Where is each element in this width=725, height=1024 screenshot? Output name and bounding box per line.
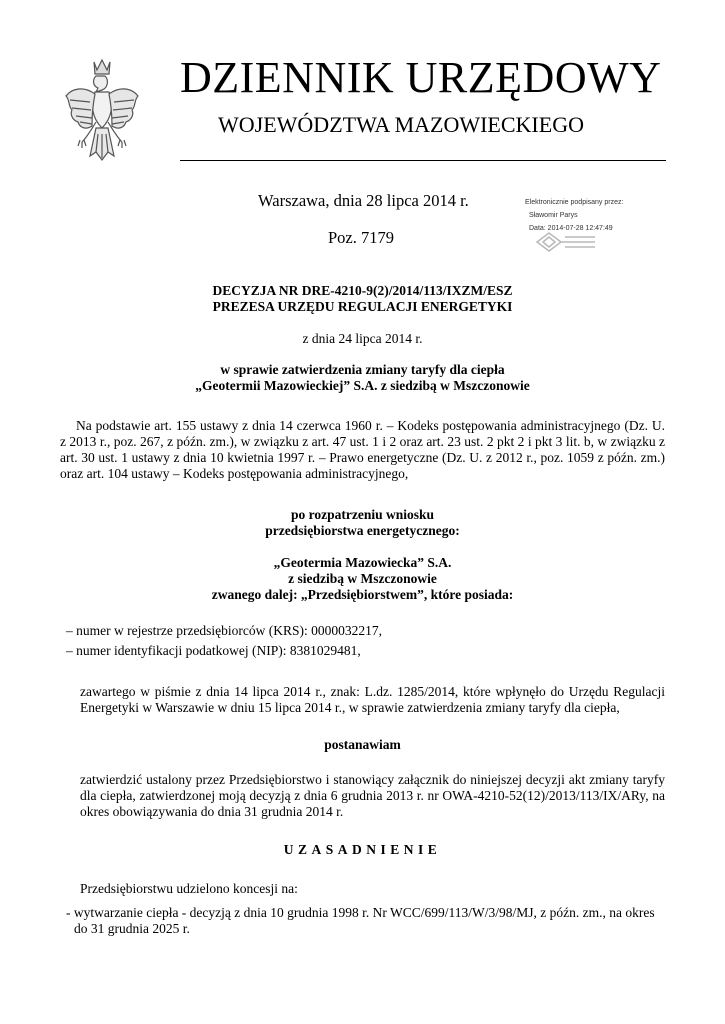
decision-subject xyxy=(60,362,665,394)
publication-date: Warszawa, dnia 28 lipca 2014 r. xyxy=(258,191,469,210)
position-number: Poz. 7179 xyxy=(328,228,394,247)
subject-line-1: w sprawie zatwierdzenia zmiany taryfy dla ciepła xyxy=(220,362,505,377)
signature-stamp-icon xyxy=(535,231,597,253)
masthead-divider xyxy=(180,160,666,161)
review-heading xyxy=(60,507,665,539)
application-letter-paragraph: zawartego w piśmie z dnia 14 lipca 2014 r., znak: L.dz. 1285/2014, które wpłynęło do Urzędu Regulacji Energetyki w Warszawie w dniu 15 lipca 2014 r., w sprawie zatwierdzenia zmiany taryfy dla ciepła, xyxy=(80,684,665,715)
signature-name: Sławomir Parys xyxy=(529,212,578,219)
masthead-subtitle: WOJEWÓDZTWA MAZOWIECKIEGO xyxy=(218,112,584,137)
subject-line-2: „Geotermii Mazowieckiej” S.A. z siedzibą w Mszczonowie xyxy=(195,378,530,393)
decision-authority: PREZESA URZĘDU REGULACJI ENERGETYKI xyxy=(212,299,513,314)
company-seat: z siedzibą w Mszczonowie xyxy=(288,571,437,586)
justification-heading: UZASADNIENIE xyxy=(283,842,442,857)
masthead-title: DZIENNIK URZĘDOWY xyxy=(180,53,662,102)
concession-item-line-1: - wytwarzanie ciepła - decyzją z dnia 10 grudnia 1998 r. Nr WCC/699/113/W/3/98/MJ, z późn. zm., na okres xyxy=(66,905,655,920)
ruling-heading: postanawiam xyxy=(324,737,401,752)
review-line-1: po rozpatrzeniu wniosku xyxy=(290,507,435,522)
nip-number: – numer identyfikacji podatkowej (NIP): 8381029481, xyxy=(66,643,361,658)
company-alias: zwanego dalej: „Przedsiębiorstwem”, które posiada: xyxy=(211,587,514,602)
eagle-emblem-icon xyxy=(62,56,142,166)
electronic-signature xyxy=(527,196,623,235)
krs-number: – numer w rejestrze przedsiębiorców (KRS): 0000032217, xyxy=(66,623,383,638)
signature-date: Data: 2014-07-28 12:47:49 xyxy=(529,225,613,232)
signature-label: Elektronicznie podpisany przez: xyxy=(525,199,624,206)
decision-date: z dnia 24 lipca 2014 r. xyxy=(302,331,423,346)
review-line-2: przedsiębiorstwa energetycznego: xyxy=(265,523,460,538)
legal-basis-paragraph: Na podstawie art. 155 ustawy z dnia 14 czerwca 1960 r. – Kodeks postępowania administracyjnego (Dz. U. z 2013 r., poz. 267, z późn. zm.), w związku z art. 47 ust. 1 i 2 oraz art. 23 ust. 2 pkt 2 i pkt 3 lit. b, w związku z art. 30 ust. 1 ustawy z dnia 10 kwietnia 1997 r. – Prawo energetyczne (Dz. U. z 2012 r., poz. 1059 z późn. zm.) oraz art. 104 ustawy – Kodeks postępowania administracyjnego, xyxy=(60,418,665,481)
decision-number: DECYZJA NR DRE-4210-9(2)/2014/113/IXZM/ESZ xyxy=(212,283,513,298)
company-block xyxy=(60,555,665,603)
ruling-paragraph: zatwierdzić ustalony przez Przedsiębiorstwo i stanowiący załącznik do niniejszej decyzji akt zmiany taryfy dla ciepła, zatwierdzonej moją decyzją z dnia 6 grudnia 2013 r. nr OWA-4210-52(12)/2013/113/IX/ARy, na okres obowiązywania do dnia 31 grudnia 2014 r. xyxy=(80,772,665,819)
concession-intro: Przedsiębiorstwu udzielono koncesji na: xyxy=(80,881,298,896)
company-name: „Geotermia Mazowiecka” S.A. xyxy=(273,555,452,570)
decision-title xyxy=(60,283,665,315)
concession-item-line-2: do 31 grudnia 2025 r. xyxy=(74,921,190,936)
